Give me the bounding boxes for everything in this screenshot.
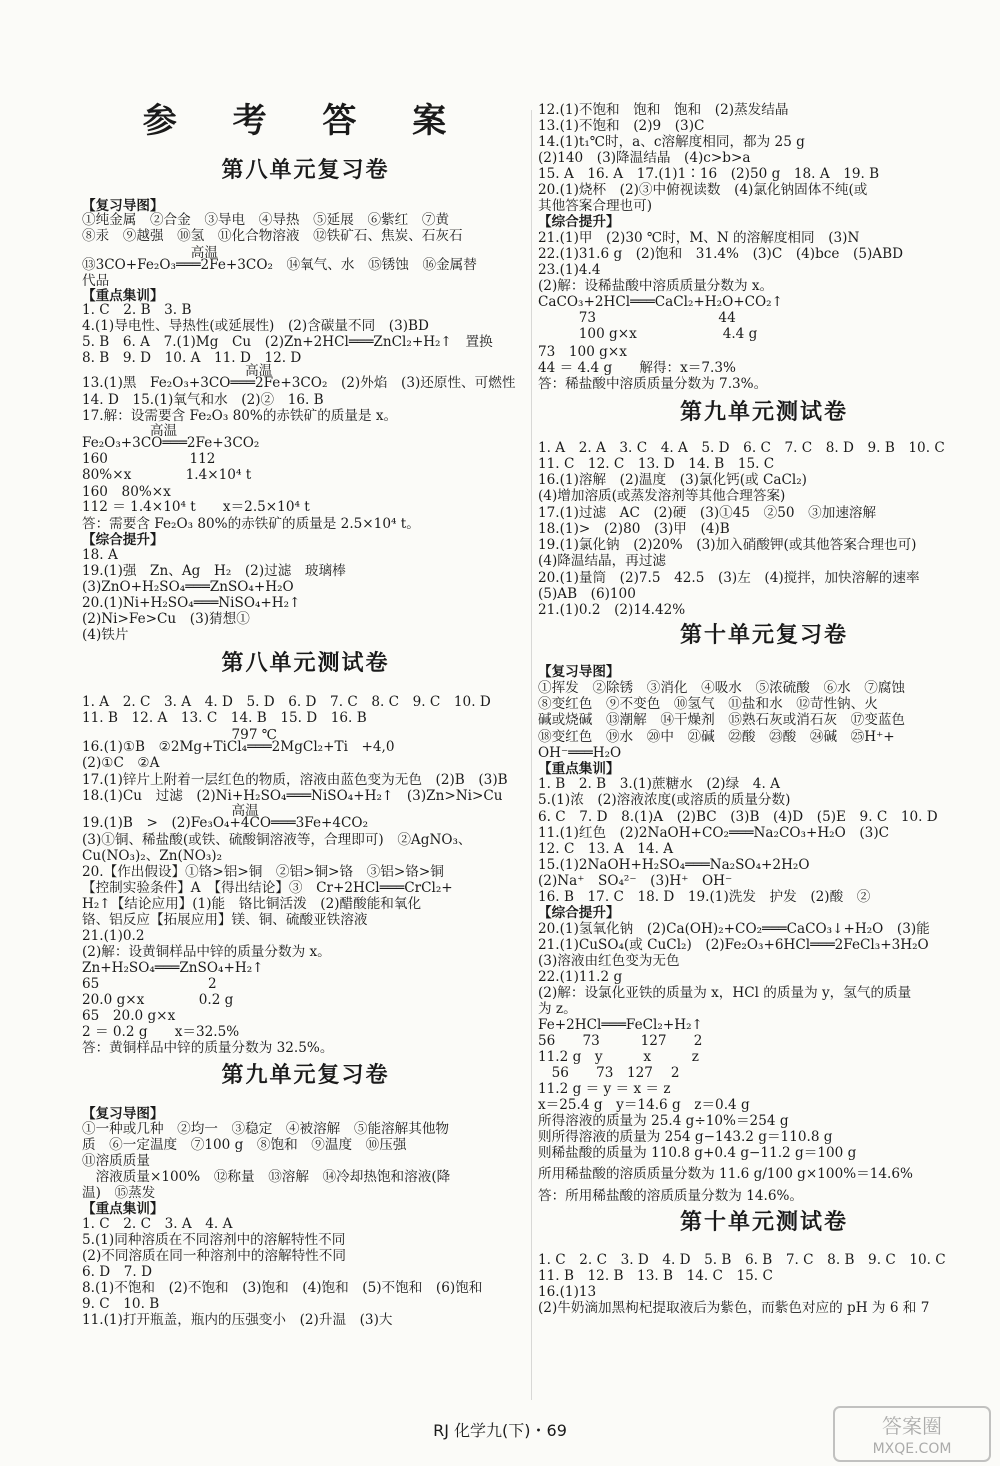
svg-text:答案圈: 答案圈 (882, 1414, 942, 1438)
answer-line: 11.2 g ＝ y ＝ x ＝ z (538, 1081, 671, 1097)
answer-line: 21.(1)CuSO₄(或 CuCl₂) (2)Fe₂O₃+6HCl═══2FeCl₃+3H₂O (538, 937, 929, 953)
answer-line: (3)ZnO+H₂SO₄═══ZnSO₄+H₂O (82, 579, 294, 595)
answer-line: 100 g×x 4.4 g (538, 326, 758, 342)
unit-heading: 第八单元复习卷 (221, 158, 390, 183)
section-label: 【重点集训】 (82, 288, 164, 304)
answer-line: 15.(1)2NaOH+H₂SO₄═══Na₂SO₄+2H₂O (538, 857, 810, 873)
answer-line: 其他答案合理也可) (538, 198, 653, 214)
answer-line: 22.(1)31.6 g (2)饱和 31.4% (3)C (4)bce (5)ABD (538, 246, 903, 262)
answer-line: (2)解：设黄铜样品中锌的质量分数为 x。 (82, 944, 331, 960)
answer-line: 18.(1)Cu 过滤 (2)Ni+H₂SO₄═══NiSO₄+H₂↑ (3)Zn>Ni>Cu (82, 788, 503, 804)
unit-heading: 第十单元测试卷 (679, 1210, 848, 1235)
section-label: 【复习导图】 (82, 198, 164, 214)
answer-line: (5)AB (6)100 (538, 586, 636, 602)
answer-line: ⑧汞 ⑨越强 ⑩氢 ⑪化合物溶液 ⑫铁矿石、焦炭、石灰石 (82, 228, 463, 244)
answer-line: 22.(1)11.2 g (538, 969, 623, 985)
answer-line: 高温 (82, 363, 273, 379)
answer-line: 73 100 g×x (538, 344, 627, 360)
answer-line: 答：稀盐酸中溶质质量分数为 7.3%。 (538, 376, 768, 392)
answer-line: ⑱变红色 ⑲水 ⑳中 ㉑碱 ㉒酸 ㉓酸 ㉔碱 ㉕H⁺+ (538, 729, 895, 745)
unit-heading: 第九单元测试卷 (679, 400, 848, 425)
answer-line: 1. C 2. C 3. D 4. D 5. B 6. B 7. C 8. B 9. C 10. C (538, 1252, 946, 1268)
answer-line: 56 73 127 2 (538, 1065, 680, 1081)
answer-line: 20.(1)量筒 (2)7.5 42.5 (3)左 (4)搅拌，加快溶解的速率 (538, 570, 920, 586)
answer-line: 160 80%×x (82, 484, 171, 500)
answer-line: 15. A 16. A 17.(1)1∶16 (2)50 g 18. A 19. B (538, 166, 880, 182)
answer-line: 20.0 g×x 0.2 g (82, 992, 234, 1008)
answer-line: 17.(1)锌片上附着一层红色的物质，溶液由蓝色变为无色 (2)B (3)B (82, 772, 508, 788)
answer-line: 65 20.0 g×x (82, 1008, 176, 1024)
answer-line: 20.【作出假设】①铬>铝>铜 ②铝>铜>铬 ③铝>铬>铜 (82, 864, 444, 880)
answer-line: 20.(1)Ni+H₂SO₄═══NiSO₄+H₂↑ (82, 595, 301, 611)
answer-line: 温) ⑮蒸发 (82, 1185, 156, 1201)
answer-line: 20.(1)氢氧化钠 (2)Ca(OH)₂+CO₂═══CaCO₃↓+H₂O (3)能 (538, 921, 930, 937)
unit-heading: 第八单元测试卷 (221, 651, 390, 676)
answer-line: 11. B 12. B 13. B 14. C 15. C (538, 1268, 773, 1284)
answer-line: H₂↑【结论应用】(1)能 铬比铜活泼 (2)醋酸能和氧化 (82, 896, 422, 912)
answer-line: 碱或烧碱 ⑬潮解 ⑭干燥剂 ⑮熟石灰或消石灰 ⑰变蓝色 (538, 712, 906, 728)
answer-line: 代品 (82, 273, 110, 289)
answer-line: (3)①铜、稀盐酸(或铁、硫酸铜溶液等，合理即可) ②AgNO₃、 (82, 832, 472, 848)
answer-line: x＝25.4 g y＝14.6 g z＝0.4 g (538, 1097, 750, 1113)
answer-line: Fe₂O₃+3CO═══2Fe+3CO₂ (82, 435, 260, 451)
answer-line: 12.(1)不饱和 饱和 饱和 (2)蒸发结晶 (538, 102, 789, 118)
answer-line: 13.(1)不饱和 (2)9 (3)C (538, 118, 705, 134)
answer-line: 2 ＝ 0.2 g x＝32.5% (82, 1024, 240, 1040)
answer-line: 20.(1)烧杯 (2)③中俯视读数 (4)氯化钠固体不纯(或 (538, 182, 868, 198)
answer-line: 6. C 7. D 8.(1)A (2)BC (3)B (4)D (5)E 9. C 10. D (538, 809, 938, 825)
answer-line: 4.(1)导电性、导热性(或延展性) (2)含碳量不同 (3)BD (82, 318, 429, 334)
section-label: 【重点集训】 (82, 1201, 164, 1217)
answer-line: 8.(1)不饱和 (2)不饱和 (3)饱和 (4)饱和 (5)不饱和 (6)饱和 (82, 1280, 483, 1296)
svg-text:MXQE.COM: MXQE.COM (872, 1441, 952, 1457)
answer-line: 则所得溶液的质量为 254 g−143.2 g＝110.8 g (538, 1129, 833, 1145)
answer-line: (4)降温结晶，再过滤 (538, 553, 667, 569)
answer-line: (2)140 (3)降温结晶 (4)c>b>a (538, 150, 751, 166)
answer-line: 21.(1)0.2 (82, 928, 145, 944)
answer-line: (2)不同溶质在同一种溶剂中的溶解特性不同 (82, 1248, 346, 1264)
section-label: 【重点集训】 (538, 761, 620, 777)
answer-line: (2)①C ②A (82, 755, 160, 771)
answer-line: 13.(1)黑 Fe₂O₃+3CO═══2Fe+3CO₂ (2)外焰 (3)还原性、可燃性 (82, 375, 516, 391)
answer-line: 【控制实验条件】A 【得出结论】③ Cr+2HCl═══CrCl₂+ (82, 880, 453, 896)
section-label: 【复习导图】 (82, 1106, 164, 1122)
answer-line: (2)解：设稀盐酸中溶质质量分数为 x。 (538, 278, 774, 294)
answer-line: 18. A (82, 547, 118, 563)
answer-line: Fe+2HCl═══FeCl₂+H₂↑ (538, 1017, 703, 1033)
unit-heading: 第九单元复习卷 (221, 1063, 390, 1088)
answer-line: 答：需要含 Fe₂O₃ 80%的赤铁矿的质量是 2.5×10⁴ t。 (82, 516, 420, 532)
answer-line: 112 ＝ 1.4×10⁴ t x＝2.5×10⁴ t (82, 499, 310, 515)
answer-line: 14.(1)t₁℃时，a、c溶解度相同，都为 25 g (538, 134, 805, 150)
answer-line: 高温 (82, 803, 259, 819)
answer-line: 铬、铝反应【拓展应用】镁、铜、硫酸亚铁溶液 (82, 912, 368, 928)
answer-line: 5. B 6. A 7.(1)Mg Cu (2)Zn+2HCl═══ZnCl₂+H₂↑ 置换 (82, 334, 493, 350)
answer-line: 65 2 (82, 976, 217, 992)
answer-line: OH⁻═══H₂O (538, 745, 622, 761)
answer-line: 11.2 g y x z (538, 1049, 699, 1065)
answer-line: 16.(1)①B ②2Mg+TiCl₄═══2MgCl₂+Ti +4,0 (82, 739, 395, 755)
answer-line: 19.(1)B > (2)Fe₃O₄+4CO═══3Fe+4CO₂ (82, 815, 369, 831)
answer-line: 56 73 127 2 (538, 1033, 703, 1049)
answer-line: 16.(1)13 (538, 1284, 597, 1300)
answer-line: ⑪溶质质量 (82, 1153, 150, 1169)
answer-line: ①一种或几种 ②均一 ③稳定 ④被溶解 ⑤能溶解其他物 (82, 1121, 450, 1137)
answer-line: 16. B 17. C 18. D 19.(1)洗发 护发 (2)酸 ② (538, 889, 871, 905)
answer-line: 高温 (82, 245, 218, 261)
section-label: 【复习导图】 (538, 664, 620, 680)
answer-line: Zn+H₂SO₄═══ZnSO₄+H₂↑ (82, 960, 264, 976)
answer-line: 答：所用稀盐酸的溶质质量分数为 14.6%。 (538, 1188, 804, 1204)
answer-line: 17.(1)过滤 AC (2)硬 (3)①45 ②50 ③加速溶解 (538, 505, 877, 521)
answer-line: 14. D 15.(1)氧气和水 (2)② 16. B (82, 392, 324, 408)
answer-line: (4)增加溶质(或蒸发溶剂等其他合理答案) (538, 488, 786, 504)
watermark-logo (832, 1405, 992, 1463)
answer-line: (2)解：设氯化亚铁的质量为 x，HCl 的质量为 y，氢气的质量 (538, 985, 912, 1001)
answer-line: 18.(1)> (2)80 (3)甲 (4)B (538, 521, 730, 537)
answer-line: 则稀盐酸的质量为 110.8 g+0.4 g−11.2 g＝100 g (538, 1145, 857, 1161)
answer-line: ⑧变红色 ⑨不变色 ⑩氢气 ⑪盐和水 ⑫苛性钠、火 (538, 696, 878, 712)
answer-line: 11.(1)打开瓶盖，瓶内的压强变小 (2)升温 (3)大 (82, 1312, 393, 1328)
column-divider (531, 110, 532, 1400)
answer-line: 23.(1)4.4 (538, 262, 601, 278)
section-label: 【综合提升】 (82, 532, 164, 548)
answer-line: 5.(1)同种溶质在不同溶剂中的溶解特性不同 (82, 1232, 346, 1248)
answer-line: 21.(1)甲 (2)30 ℃时，M、N 的溶解度相同 (3)N (538, 230, 860, 246)
answer-line: 答：黄铜样品中锌的质量分数为 32.5%。 (82, 1040, 334, 1056)
answer-line: 11. C 12. C 13. D 14. B 15. C (538, 456, 775, 472)
answer-line: 44 ＝ 4.4 g 解得：x＝7.3% (538, 360, 736, 376)
answer-line: 5.(1)浓 (2)溶液浓度(或溶质的质量分数) (538, 792, 791, 808)
answer-line: Cu(NO₃)₂、Zn(NO₃)₂ (82, 848, 223, 864)
answer-line: ①纯金属 ②合金 ③导电 ④导热 ⑤延展 ⑥紫红 ⑦黄 (82, 212, 450, 228)
answer-line: 73 44 (538, 310, 736, 326)
answer-line: 11.(1)红色 (2)2NaOH+CO₂═══Na₂CO₃+H₂O (3)C (538, 825, 890, 841)
answer-line: 21.(1)0.2 (2)14.42% (538, 602, 686, 618)
answer-line: 1. C 2. B 3. B (82, 302, 192, 318)
answer-line: 质 ⑥一定温度 ⑦100 g ⑧饱和 ⑨温度 ⑩压强 (82, 1137, 407, 1153)
answer-line: (2)牛奶滴加黑枸杞提取液后为紫色，而紫色对应的 pH 为 6 和 7 (538, 1300, 930, 1316)
page-footer: RJ 化学九(下)・69 (433, 1421, 567, 1440)
answer-line: 80%×x 1.4×10⁴ t (82, 467, 252, 483)
answer-line: 1. C 2. C 3. A 4. A (82, 1216, 233, 1232)
answer-line: ⑬3CO+Fe₂O₃═══2Fe+3CO₂ ⑭氧气、水 ⑮锈蚀 ⑯金属替 (82, 257, 477, 273)
answer-line: 1. A 2. C 3. A 4. D 5. D 6. D 7. C 8. C 9. C 10. D (82, 694, 491, 710)
section-label: 【综合提升】 (538, 905, 620, 921)
answer-line: 19.(1)强 Zn、Ag H₂ (2)过滤 玻璃棒 (82, 563, 346, 579)
answer-line: 797 ℃ (82, 727, 278, 743)
answer-line: 所得溶液的质量为 25.4 g÷10%＝254 g (538, 1113, 789, 1129)
answer-line: 1. B 2. B 3.(1)蔗糖水 (2)绿 4. A (538, 776, 780, 792)
answer-line: 160 112 (82, 451, 216, 467)
answer-line: 为 z。 (538, 1001, 577, 1017)
answer-line: 9. C 10. B (82, 1296, 160, 1312)
answer-line: (3)溶液由红色变为无色 (538, 953, 680, 969)
answer-line: ①挥发 ②除锈 ③消化 ④吸水 ⑤浓硫酸 ⑥水 ⑦腐蚀 (538, 680, 906, 696)
answer-line: (2)Ni>Fe>Cu (3)猜想① (82, 611, 250, 627)
answer-line: 19.(1)氯化钠 (2)20% (3)加入硝酸钾(或其他答案合理也可) (538, 537, 917, 553)
answer-line: 高温 (82, 423, 178, 439)
unit-heading: 第十单元复习卷 (679, 623, 848, 648)
answer-line: 17.解：设需要含 Fe₂O₃ 80%的赤铁矿的质量是 x。 (82, 408, 398, 424)
answer-line: 6. D 7. D (82, 1264, 152, 1280)
answer-line: 溶液质量×100% ⑫称量 ⑬溶解 ⑭冷却热饱和溶液(降 (82, 1169, 451, 1185)
answer-line: 16.(1)溶解 (2)温度 (3)氯化钙(或 CaCl₂) (538, 472, 807, 488)
main-title: 参 考 答 案 (142, 101, 469, 141)
answer-line: 11. B 12. A 13. C 14. B 15. D 16. B (82, 710, 367, 726)
answer-line: (2)Na⁺ SO₄²⁻ (3)H⁺ OH⁻ (538, 873, 733, 889)
answer-line: 8. B 9. D 10. A 11. D 12. D (82, 350, 302, 366)
section-label: 【综合提升】 (538, 214, 620, 230)
answer-line: 所用稀盐酸的溶质质量分数为 11.6 g/100 g×100%＝14.6% (538, 1166, 913, 1182)
answer-line: (4)铁片 (82, 627, 129, 643)
answer-line: CaCO₃+2HCl═══CaCl₂+H₂O+CO₂↑ (538, 294, 784, 310)
answer-line: 1. A 2. A 3. C 4. A 5. D 6. C 7. C 8. D 9. B 10. C (538, 440, 945, 456)
answer-line: 12. C 13. A 14. A (538, 841, 674, 857)
